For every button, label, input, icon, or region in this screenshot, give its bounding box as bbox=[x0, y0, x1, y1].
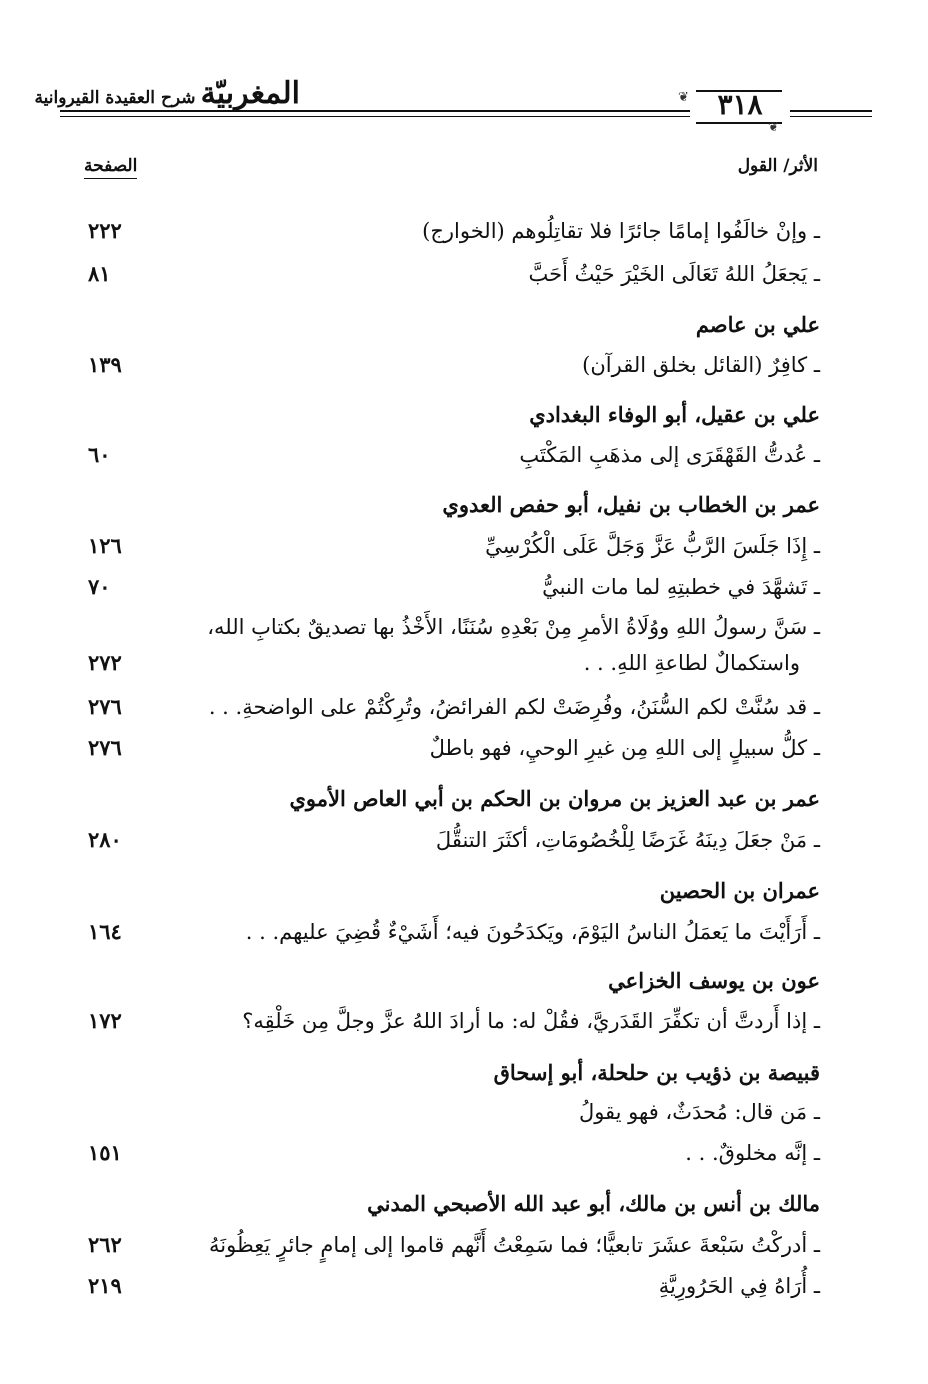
quote-line: ـ عُدتُّ القَهْقَرَى إلى مذهَبِ المَكْتَبِ bbox=[519, 443, 820, 467]
page-ref: ٢٧٢ bbox=[88, 650, 122, 675]
book-subtitle: شرح العقيدة القيروانية bbox=[34, 88, 196, 108]
quote-line: ـ مَن قال: مُحدَثٌ، فهو يقولُ bbox=[578, 1100, 820, 1124]
page-number: ٣١٨ bbox=[717, 88, 763, 121]
ornament-icon: ❦ bbox=[768, 120, 779, 135]
running-header-title bbox=[35, 76, 300, 111]
person-name: مالك بن أنس بن مالك، أبو عبد الله الأصبحي المدني bbox=[367, 1191, 820, 1216]
page-ref: ٢٢٢ bbox=[88, 218, 122, 243]
ornament-icon: ❦ bbox=[678, 90, 689, 105]
page-ref: ٢١٩ bbox=[88, 1273, 122, 1298]
page-ref: ١٢٦ bbox=[88, 533, 122, 558]
column-heading-page: الصفحة bbox=[84, 156, 137, 179]
person-name: عمر بن عبد العزيز بن مروان بن الحكم بن أبي العاص الأموي bbox=[289, 786, 820, 811]
page-ref: ١٧٢ bbox=[88, 1008, 122, 1033]
person-name: علي بن عقيل، أبو الوفاء البغدادي bbox=[529, 402, 820, 427]
page-ref: ٢٧٦ bbox=[88, 694, 122, 719]
quote-line: ـ سَنَّ رسولُ اللهِ ووُلَاةُ الأمرِ مِنْ بَعْدِهِ سُنَنًا، الأَخْذُ بها تصديقٌ بكتابِ الله، bbox=[207, 615, 820, 639]
quote-line: ـ كلُّ سبيلٍ إلى اللهِ مِن غيرِ الوحيِ، فهو باطلٌ bbox=[429, 736, 820, 760]
quote-line: ـ مَنْ جعَلَ دِينَهُ غَرَضًا لِلْخُصُومَاتِ، أكثَرَ التنقُّلَ bbox=[435, 828, 820, 852]
header-rule-thin bbox=[60, 116, 690, 117]
quote-line: ـ يَجعَلُ اللهُ تَعَالَى الخَيْرَ حَيْثُ أَحَبَّ bbox=[528, 262, 820, 286]
quote-line-continuation: واستكمالٌ لطاعةِ اللهِ. . . bbox=[583, 651, 800, 675]
book-title: المغربيّة bbox=[200, 76, 300, 111]
page-ref: ٢٦٢ bbox=[88, 1232, 122, 1257]
quote-line: ـ إِذَا جَلَسَ الرَّبُّ عَزَّ وَجَلَّ عَلَى الْكُرْسِيِّ bbox=[485, 534, 820, 558]
quote-line: ـ تَشهَّدَ في خطبتِهِ لما مات النبيُّ bbox=[542, 575, 820, 599]
person-name: قبيصة بن ذؤيب بن حلحلة، أبو إسحاق bbox=[493, 1060, 820, 1085]
header-rule-thick-right bbox=[790, 110, 872, 112]
quote-line: ـ أُرَاهُ فِي الحَرُورِيَّةِ bbox=[658, 1274, 820, 1298]
quote-line: ـ قد سُنَّتْ لكم السُّنَنُ، وفُرِضَتْ لكم الفرائضُ، وتُرِكْتُمْ على الواضحةِ. . . bbox=[208, 695, 820, 719]
person-name: عون بن يوسف الخزاعي bbox=[608, 968, 820, 993]
quote-line: ـ أَرَأَيْتَ ما يَعمَلُ الناسُ اليَوْمَ، ويَكدَحُونَ فيه؛ أَشَيْءٌ قُضِيَ عليهم. . . bbox=[245, 920, 820, 944]
page-ref: ٢٧٦ bbox=[88, 735, 122, 760]
page-ref: ٢٨٠ bbox=[88, 827, 122, 852]
page-ref: ٦٠ bbox=[88, 442, 111, 467]
page-ref: ١٥١ bbox=[88, 1140, 122, 1165]
page-ref: ١٣٩ bbox=[88, 352, 122, 377]
quote-line: ـ كافِرٌ (القائل بخلق القرآن) bbox=[582, 353, 820, 377]
page-number-frame bbox=[692, 82, 788, 124]
page-ref: ٨١ bbox=[88, 261, 111, 286]
quote-line: ـ وإنْ خالَفُوا إمامًا جائرًا فلا تقاتِلُوهم (الخوارج) bbox=[422, 219, 820, 243]
person-name: عمر بن الخطاب بن نفيل، أبو حفص العدوي bbox=[442, 492, 820, 517]
header-rule-thick bbox=[60, 110, 690, 112]
header-rule-thin-right bbox=[790, 116, 872, 117]
page-ref: ١٦٤ bbox=[88, 919, 122, 944]
person-name: علي بن عاصم bbox=[695, 312, 820, 337]
page-ref: ٧٠ bbox=[88, 574, 111, 599]
quote-line: ـ إذا أَردتَّ أن تكفِّرَ القَدَريَّ، فقُلْ له: ما أرادَ اللهُ عزَّ وجلَّ مِن خَلْقِه؟ bbox=[242, 1009, 820, 1033]
quote-line: ـ إنَّه مخلوقٌ. . . bbox=[685, 1141, 820, 1165]
person-name: عمران بن الحصين bbox=[659, 878, 820, 903]
quote-line: ـ أدركْتُ سَبْعةَ عشَرَ تابعيًّا؛ فما سَمِعْتُ أَنَّهم قاموا إلى إمامٍ جائرٍ يَعِظُونَهُ bbox=[209, 1233, 820, 1257]
column-heading-quote: الأثر/ القول bbox=[737, 156, 818, 176]
